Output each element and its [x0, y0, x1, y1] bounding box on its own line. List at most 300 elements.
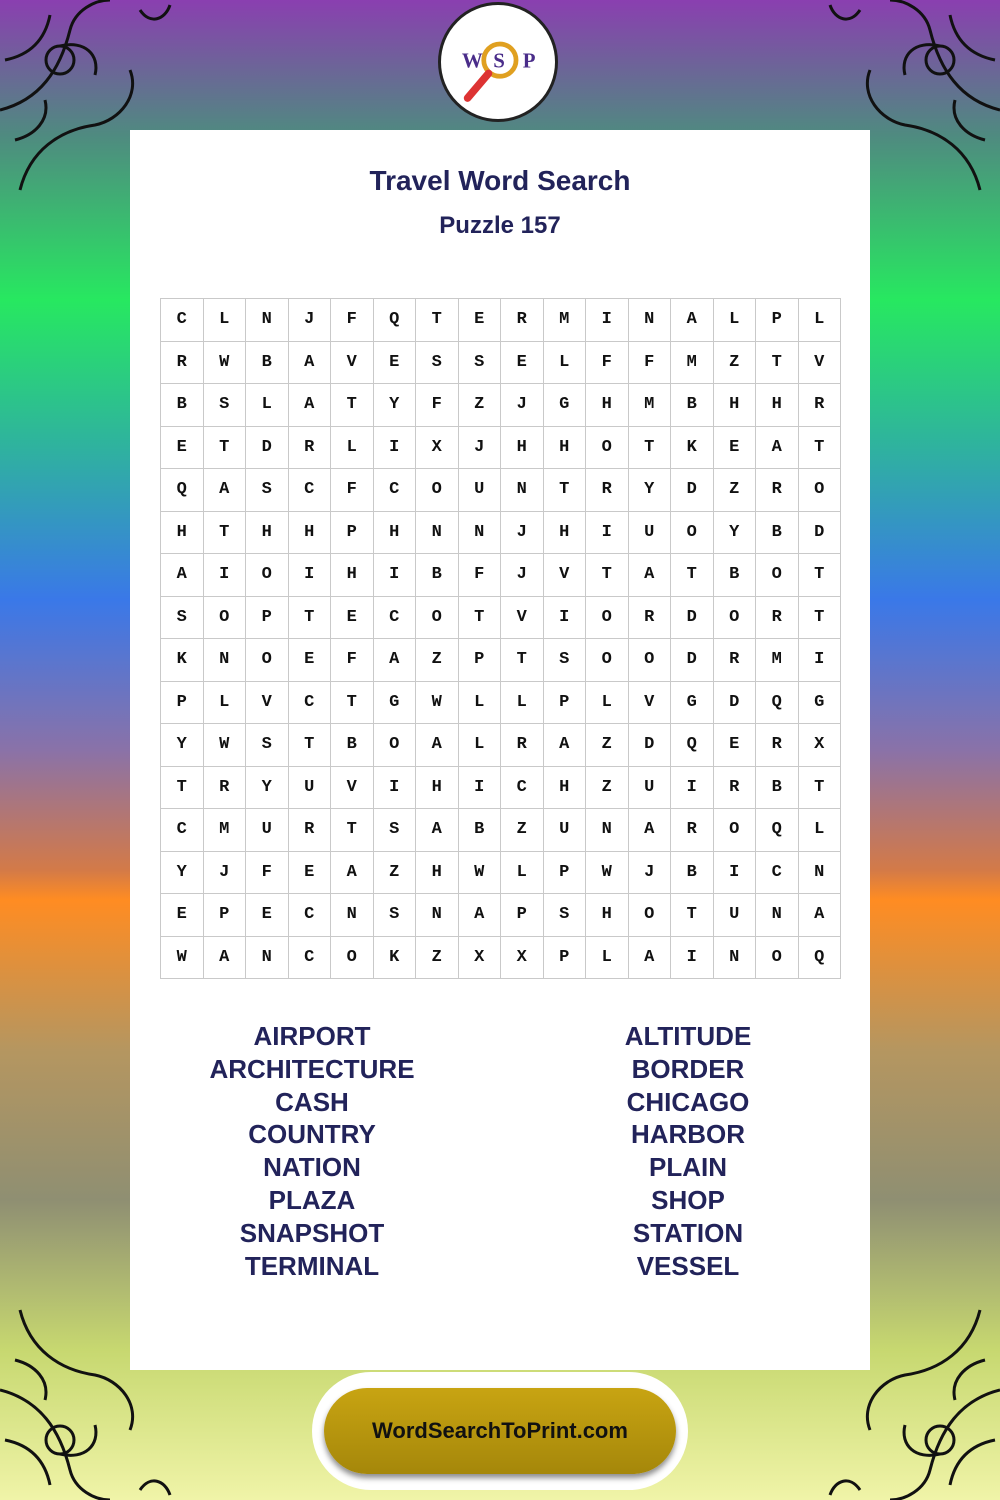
grid-cell[interactable]: B — [713, 554, 756, 597]
grid-cell[interactable]: G — [543, 384, 586, 427]
grid-cell[interactable]: A — [416, 809, 459, 852]
grid-cell[interactable]: T — [798, 766, 841, 809]
grid-cell[interactable]: G — [798, 681, 841, 724]
grid-cell[interactable]: B — [161, 384, 204, 427]
grid-cell[interactable]: T — [288, 596, 331, 639]
grid-cell[interactable]: H — [501, 426, 544, 469]
grid-cell[interactable]: V — [798, 341, 841, 384]
grid-row — [161, 766, 841, 809]
grid-cell[interactable]: N — [416, 894, 459, 937]
grid-cell[interactable]: Q — [671, 724, 714, 767]
grid-cell[interactable]: S — [246, 469, 289, 512]
grid-cell[interactable]: F — [586, 341, 629, 384]
grid-cell[interactable]: B — [458, 809, 501, 852]
logo-letter-w: W — [461, 48, 483, 73]
grid-cell[interactable]: J — [288, 299, 331, 342]
grid-cell[interactable]: L — [203, 681, 246, 724]
grid-cell[interactable]: B — [331, 724, 374, 767]
grid-cell[interactable]: A — [671, 299, 714, 342]
grid-cell[interactable]: U — [543, 809, 586, 852]
word-item: AIRPORT — [253, 1021, 371, 1051]
grid-cell[interactable]: Z — [713, 341, 756, 384]
grid-cell[interactable]: T — [416, 299, 459, 342]
grid-cell[interactable]: I — [373, 766, 416, 809]
grid-cell[interactable]: M — [756, 639, 799, 682]
grid-row — [161, 596, 841, 639]
grid-cell[interactable]: L — [501, 851, 544, 894]
grid-cell[interactable]: N — [203, 639, 246, 682]
grid-cell[interactable]: A — [203, 936, 246, 979]
grid-cell[interactable]: J — [203, 851, 246, 894]
grid-cell[interactable]: P — [203, 894, 246, 937]
grid-cell[interactable]: E — [501, 341, 544, 384]
grid-cell[interactable]: H — [161, 511, 204, 554]
grid-cell[interactable]: T — [203, 511, 246, 554]
grid-cell[interactable]: O — [246, 639, 289, 682]
grid-cell[interactable]: T — [671, 894, 714, 937]
grid-cell[interactable]: N — [416, 511, 459, 554]
grid-cell[interactable]: Q — [798, 936, 841, 979]
word-item: SHOP — [651, 1184, 725, 1215]
grid-cell[interactable]: L — [586, 681, 629, 724]
grid-cell[interactable]: R — [713, 766, 756, 809]
grid-cell[interactable]: Y — [161, 724, 204, 767]
grid-cell[interactable]: A — [628, 809, 671, 852]
grid-cell[interactable]: P — [458, 639, 501, 682]
grid-cell[interactable]: P — [331, 511, 374, 554]
puzzle-card — [130, 130, 870, 1370]
grid-cell[interactable]: P — [543, 936, 586, 979]
grid-row — [161, 426, 841, 469]
grid-cell[interactable]: T — [586, 554, 629, 597]
grid-cell[interactable]: N — [501, 469, 544, 512]
grid-cell[interactable]: Q — [756, 809, 799, 852]
grid-cell[interactable]: A — [458, 894, 501, 937]
grid-cell[interactable]: L — [331, 426, 374, 469]
grid-cell[interactable]: T — [798, 554, 841, 597]
grid-cell[interactable]: Q — [373, 299, 416, 342]
grid-cell[interactable]: L — [458, 681, 501, 724]
grid-cell[interactable]: J — [458, 426, 501, 469]
grid-cell[interactable]: O — [756, 554, 799, 597]
grid-cell[interactable]: O — [713, 596, 756, 639]
grid-cell[interactable]: E — [713, 426, 756, 469]
grid-row — [161, 809, 841, 852]
grid-cell[interactable]: V — [543, 554, 586, 597]
word-item: STATION — [632, 1217, 744, 1248]
grid-cell[interactable]: H — [713, 384, 756, 427]
grid-cell[interactable]: L — [458, 724, 501, 767]
word-item: COUNTRY — [248, 1119, 376, 1150]
grid-cell[interactable]: T — [671, 554, 714, 597]
letter-grid — [160, 298, 841, 979]
grid-cell[interactable]: Y — [373, 384, 416, 427]
grid-cell[interactable]: E — [161, 426, 204, 469]
grid-cell[interactable]: I — [586, 511, 629, 554]
grid-cell[interactable]: F — [331, 299, 374, 342]
grid-cell[interactable]: H — [331, 554, 374, 597]
grid-cell[interactable]: T — [288, 724, 331, 767]
grid-cell[interactable]: E — [288, 639, 331, 682]
grid-row — [161, 936, 841, 979]
grid-cell[interactable]: T — [798, 596, 841, 639]
grid-cell[interactable]: O — [586, 596, 629, 639]
grid-row — [161, 639, 841, 682]
grid-cell[interactable]: S — [543, 894, 586, 937]
word-item: PLAIN — [649, 1152, 727, 1183]
grid-cell[interactable]: H — [373, 511, 416, 554]
word-item: CASH — [275, 1086, 349, 1117]
grid-cell[interactable]: F — [331, 469, 374, 512]
grid-cell[interactable]: B — [416, 554, 459, 597]
grid-cell[interactable]: U — [246, 809, 289, 852]
grid-cell[interactable]: I — [671, 936, 714, 979]
grid-cell[interactable]: Z — [586, 724, 629, 767]
grid-cell[interactable]: I — [373, 554, 416, 597]
grid-cell[interactable]: T — [798, 426, 841, 469]
puzzle-number: Puzzle 157 — [439, 212, 561, 239]
grid-row — [161, 554, 841, 597]
grid-cell[interactable]: Z — [501, 809, 544, 852]
grid-cell[interactable]: E — [331, 596, 374, 639]
grid-cell[interactable]: P — [756, 299, 799, 342]
grid-cell[interactable]: L — [203, 299, 246, 342]
grid-cell[interactable]: N — [586, 809, 629, 852]
grid-cell[interactable]: G — [373, 681, 416, 724]
logo-letter-s: S — [493, 48, 505, 73]
grid-cell[interactable]: L — [713, 299, 756, 342]
grid-cell[interactable]: R — [501, 299, 544, 342]
grid-cell[interactable]: Z — [586, 766, 629, 809]
grid-cell[interactable]: G — [671, 681, 714, 724]
grid-cell[interactable]: L — [501, 681, 544, 724]
grid-cell[interactable]: O — [713, 809, 756, 852]
word-list-right — [538, 1020, 838, 1282]
grid-cell[interactable]: A — [288, 384, 331, 427]
grid-cell[interactable]: H — [586, 384, 629, 427]
grid-cell[interactable]: C — [373, 469, 416, 512]
grid-cell[interactable]: Y — [161, 851, 204, 894]
grid-cell[interactable]: A — [543, 724, 586, 767]
grid-cell[interactable]: C — [288, 936, 331, 979]
grid-cell[interactable]: N — [246, 936, 289, 979]
grid-cell[interactable]: P — [543, 851, 586, 894]
grid-cell[interactable]: Z — [713, 469, 756, 512]
grid-cell[interactable]: I — [203, 554, 246, 597]
grid-cell[interactable]: Y — [628, 469, 671, 512]
grid-cell[interactable]: X — [458, 936, 501, 979]
grid-cell[interactable]: S — [416, 341, 459, 384]
word-item: BORDER — [631, 1053, 745, 1084]
grid-cell[interactable]: C — [161, 299, 204, 342]
grid-cell[interactable]: J — [501, 554, 544, 597]
grid-cell[interactable]: S — [246, 724, 289, 767]
logo-letter-p: P — [522, 48, 536, 73]
grid-cell[interactable]: T — [331, 384, 374, 427]
grid-row — [161, 681, 841, 724]
grid-cell[interactable]: O — [586, 426, 629, 469]
grid-cell[interactable]: D — [671, 469, 714, 512]
word-item: VESSEL — [636, 1250, 740, 1281]
grid-cell[interactable]: N — [458, 511, 501, 554]
grid-cell[interactable]: H — [246, 511, 289, 554]
grid-cell[interactable]: S — [458, 341, 501, 384]
grid-cell[interactable]: I — [373, 426, 416, 469]
grid-cell[interactable]: L — [246, 384, 289, 427]
grid-cell[interactable]: R — [671, 809, 714, 852]
grid-cell[interactable]: D — [246, 426, 289, 469]
grid-cell[interactable]: D — [671, 596, 714, 639]
grid-cell[interactable]: E — [288, 851, 331, 894]
grid-cell[interactable]: C — [288, 681, 331, 724]
grid-cell[interactable]: H — [543, 511, 586, 554]
grid-cell[interactable]: O — [628, 639, 671, 682]
grid-cell[interactable]: F — [628, 341, 671, 384]
grid-cell[interactable]: T — [501, 639, 544, 682]
grid-cell[interactable]: Z — [373, 851, 416, 894]
grid-cell[interactable]: U — [628, 511, 671, 554]
grid-cell[interactable]: J — [501, 384, 544, 427]
grid-cell[interactable]: K — [671, 426, 714, 469]
grid-cell[interactable]: F — [246, 851, 289, 894]
grid-cell[interactable]: D — [671, 639, 714, 682]
grid-row — [161, 384, 841, 427]
grid-cell[interactable]: Q — [161, 469, 204, 512]
grid-cell[interactable]: A — [628, 554, 671, 597]
grid-cell[interactable]: E — [458, 299, 501, 342]
grid-cell[interactable]: Z — [458, 384, 501, 427]
grid-cell[interactable]: O — [671, 511, 714, 554]
grid-cell[interactable]: Y — [713, 511, 756, 554]
grid-cell[interactable]: A — [373, 639, 416, 682]
puzzle-title: Travel Word Search — [369, 165, 631, 196]
grid-cell[interactable]: T — [161, 766, 204, 809]
grid-cell[interactable]: T — [458, 596, 501, 639]
grid-cell[interactable]: S — [373, 894, 416, 937]
grid-cell[interactable]: A — [161, 554, 204, 597]
grid-cell[interactable]: C — [756, 851, 799, 894]
grid-cell[interactable]: R — [756, 724, 799, 767]
grid-cell[interactable]: O — [246, 554, 289, 597]
grid-cell[interactable]: S — [203, 384, 246, 427]
grid-cell[interactable]: W — [586, 851, 629, 894]
grid-cell[interactable]: W — [203, 341, 246, 384]
grid-cell[interactable]: C — [501, 766, 544, 809]
grid-cell[interactable]: B — [756, 766, 799, 809]
grid-cell[interactable]: D — [628, 724, 671, 767]
site-logo[interactable] — [438, 2, 558, 122]
grid-cell[interactable]: P — [501, 894, 544, 937]
grid-cell[interactable]: I — [458, 766, 501, 809]
grid-cell[interactable]: T — [543, 469, 586, 512]
grid-cell[interactable]: F — [416, 384, 459, 427]
grid-cell[interactable]: P — [246, 596, 289, 639]
grid-cell[interactable]: M — [628, 384, 671, 427]
grid-cell[interactable]: O — [628, 894, 671, 937]
word-item: PLAZA — [268, 1184, 356, 1215]
word-list-left — [162, 1020, 462, 1282]
footer-banner — [312, 1372, 688, 1490]
grid-cell[interactable]: W — [458, 851, 501, 894]
grid-cell[interactable]: U — [628, 766, 671, 809]
grid-cell[interactable]: N — [628, 299, 671, 342]
grid-cell[interactable]: N — [331, 894, 374, 937]
grid-cell[interactable]: K — [373, 936, 416, 979]
grid-row — [161, 469, 841, 512]
grid-cell[interactable]: E — [161, 894, 204, 937]
grid-cell[interactable]: V — [628, 681, 671, 724]
grid-cell[interactable]: M — [671, 341, 714, 384]
grid-cell[interactable]: O — [373, 724, 416, 767]
grid-cell[interactable]: I — [671, 766, 714, 809]
grid-cell[interactable]: U — [458, 469, 501, 512]
grid-cell[interactable]: P — [161, 681, 204, 724]
grid-cell[interactable]: H — [756, 384, 799, 427]
grid-cell[interactable]: N — [756, 894, 799, 937]
grid-cell[interactable]: D — [798, 511, 841, 554]
grid-cell[interactable]: C — [288, 469, 331, 512]
grid-row — [161, 894, 841, 937]
grid-cell[interactable]: W — [203, 724, 246, 767]
grid-cell[interactable]: I — [586, 299, 629, 342]
grid-cell[interactable]: I — [543, 596, 586, 639]
grid-cell[interactable]: D — [713, 681, 756, 724]
grid-cell[interactable]: A — [288, 341, 331, 384]
grid-cell[interactable]: A — [798, 894, 841, 937]
grid-cell[interactable]: V — [331, 341, 374, 384]
grid-cell[interactable]: F — [458, 554, 501, 597]
grid-cell[interactable]: H — [543, 426, 586, 469]
grid-cell[interactable]: Z — [416, 936, 459, 979]
word-item: NATION — [263, 1152, 361, 1183]
grid-cell[interactable]: I — [288, 554, 331, 597]
grid-row — [161, 299, 841, 342]
grid-cell[interactable]: W — [416, 681, 459, 724]
grid-cell[interactable]: T — [203, 426, 246, 469]
grid-cell[interactable]: H — [416, 766, 459, 809]
grid-cell[interactable]: M — [543, 299, 586, 342]
grid-cell[interactable]: C — [373, 596, 416, 639]
word-item: ARCHITECTURE — [209, 1053, 415, 1084]
grid-cell[interactable]: O — [798, 469, 841, 512]
grid-cell[interactable]: R — [628, 596, 671, 639]
grid-cell[interactable]: J — [628, 851, 671, 894]
grid-cell[interactable]: O — [756, 936, 799, 979]
grid-cell[interactable]: N — [246, 299, 289, 342]
grid-cell[interactable]: U — [713, 894, 756, 937]
grid-cell[interactable]: R — [501, 724, 544, 767]
grid-cell[interactable]: L — [798, 809, 841, 852]
word-item: CHICAGO — [626, 1086, 750, 1117]
grid-cell[interactable]: O — [416, 596, 459, 639]
grid-cell[interactable]: X — [798, 724, 841, 767]
grid-cell[interactable]: T — [331, 809, 374, 852]
grid-cell[interactable]: T — [756, 341, 799, 384]
grid-cell[interactable]: X — [416, 426, 459, 469]
grid-cell[interactable]: B — [671, 851, 714, 894]
grid-cell[interactable]: A — [756, 426, 799, 469]
grid-cell[interactable]: O — [416, 469, 459, 512]
grid-cell[interactable]: R — [586, 469, 629, 512]
grid-cell[interactable]: E — [373, 341, 416, 384]
grid-cell[interactable]: S — [161, 596, 204, 639]
grid-cell[interactable]: P — [543, 681, 586, 724]
grid-cell[interactable]: S — [543, 639, 586, 682]
grid-cell[interactable]: N — [798, 851, 841, 894]
grid-cell[interactable]: J — [501, 511, 544, 554]
grid-cell[interactable]: E — [713, 724, 756, 767]
word-item: SNAPSHOT — [239, 1217, 385, 1248]
word-item: HARBOR — [630, 1119, 746, 1150]
word-item: ALTITUDE — [624, 1021, 752, 1051]
grid-cell[interactable]: R — [756, 596, 799, 639]
grid-row — [161, 724, 841, 767]
grid-cell[interactable]: C — [161, 809, 204, 852]
grid-row — [161, 341, 841, 384]
grid-cell[interactable]: R — [756, 469, 799, 512]
grid-cell[interactable]: H — [586, 894, 629, 937]
grid-cell[interactable]: H — [288, 511, 331, 554]
site-link-button[interactable] — [324, 1388, 676, 1474]
grid-cell[interactable]: R — [161, 341, 204, 384]
grid-cell[interactable]: I — [713, 851, 756, 894]
grid-cell[interactable]: H — [543, 766, 586, 809]
word-item: TERMINAL — [244, 1250, 380, 1281]
grid-cell[interactable]: O — [331, 936, 374, 979]
grid-cell[interactable]: A — [203, 469, 246, 512]
grid-cell[interactable]: X — [501, 936, 544, 979]
grid-cell[interactable]: T — [331, 681, 374, 724]
grid-cell[interactable]: M — [203, 809, 246, 852]
grid-row — [161, 851, 841, 894]
grid-cell[interactable]: R — [288, 809, 331, 852]
grid-cell[interactable]: Z — [416, 639, 459, 682]
grid-cell[interactable]: F — [331, 639, 374, 682]
grid-cell[interactable]: T — [628, 426, 671, 469]
grid-cell[interactable]: R — [288, 426, 331, 469]
grid-cell[interactable]: L — [543, 341, 586, 384]
grid-cell[interactable]: O — [586, 639, 629, 682]
grid-cell[interactable]: K — [161, 639, 204, 682]
grid-cell[interactable]: B — [671, 384, 714, 427]
grid-cell[interactable]: V — [501, 596, 544, 639]
grid-cell[interactable]: B — [246, 341, 289, 384]
grid-cell[interactable]: V — [331, 766, 374, 809]
grid-cell[interactable]: L — [798, 299, 841, 342]
grid-cell[interactable]: B — [756, 511, 799, 554]
grid-cell[interactable]: A — [331, 851, 374, 894]
grid-cell[interactable]: I — [798, 639, 841, 682]
grid-cell[interactable]: O — [203, 596, 246, 639]
grid-cell[interactable]: R — [203, 766, 246, 809]
grid-cell[interactable]: V — [246, 681, 289, 724]
grid-cell[interactable]: H — [416, 851, 459, 894]
grid-cell[interactable]: E — [246, 894, 289, 937]
grid-cell[interactable]: Q — [756, 681, 799, 724]
grid-cell[interactable]: W — [161, 936, 204, 979]
grid-cell[interactable]: R — [798, 384, 841, 427]
grid-cell[interactable]: A — [628, 936, 671, 979]
grid-cell[interactable]: A — [416, 724, 459, 767]
grid-cell[interactable]: Y — [246, 766, 289, 809]
grid-cell[interactable]: S — [373, 809, 416, 852]
grid-cell[interactable]: L — [586, 936, 629, 979]
site-link-label: WordSearchToPrint.com — [372, 1418, 628, 1443]
grid-cell[interactable]: C — [288, 894, 331, 937]
grid-cell[interactable]: R — [713, 639, 756, 682]
grid-cell[interactable]: N — [713, 936, 756, 979]
grid-cell[interactable]: U — [288, 766, 331, 809]
